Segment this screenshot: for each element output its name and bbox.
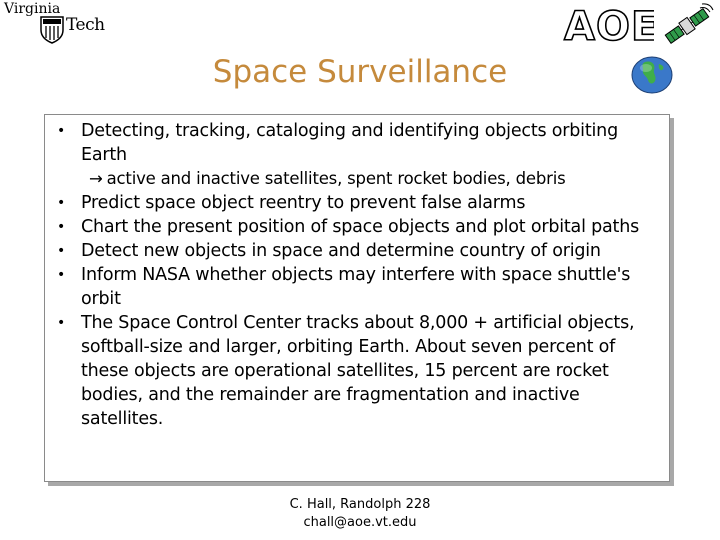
list-item xyxy=(55,239,661,263)
sub-bullet xyxy=(81,167,661,191)
vt-logo-word-virginia: Virginia xyxy=(4,1,61,17)
bullet-dot: • xyxy=(57,267,66,283)
list-item xyxy=(55,215,661,239)
list-item xyxy=(55,311,661,431)
shield-icon xyxy=(40,16,64,44)
bullet-text: Detecting, tracking, cataloging and identifying objects orbiting Earth xyxy=(81,121,618,165)
globe-icon xyxy=(629,54,675,94)
aoe-logo-text: AOE xyxy=(564,4,654,46)
bullet-dot: • xyxy=(57,315,66,331)
list-item xyxy=(55,263,661,311)
footer-author: C. Hall, Randolph 228 xyxy=(289,497,431,512)
list-item xyxy=(55,191,661,215)
bullet-text: Chart the present position of space objects and plot orbital paths xyxy=(81,217,640,237)
bullet-text: Predict space object reentry to prevent false alarms xyxy=(81,193,526,213)
bullet-text: The Space Control Center tracks about 8,000 + artificial objects, softball-size and larger, orbiting Earth. About seven percent of these objects are operational satellites, 15 percent are rocket bodies, and the remainder are fragmentation and inactive satellites. xyxy=(81,313,635,429)
bullet-list xyxy=(45,115,669,431)
sub-bullet-text: active and inactive satellites, spent rocket bodies, debris xyxy=(106,169,566,188)
right-arrow-icon: → xyxy=(89,169,103,188)
footer xyxy=(0,496,720,532)
bullet-text: Inform NASA whether objects may interfere with space shuttle's orbit xyxy=(81,265,631,309)
satellite-icon xyxy=(660,2,714,50)
vt-logo-word-tech: Tech xyxy=(66,15,105,35)
footer-email: chall@aoe.vt.edu xyxy=(303,515,417,530)
bullet-dot: • xyxy=(57,243,66,259)
page-title: Space Surveillance xyxy=(212,54,508,90)
virginia-tech-logo xyxy=(4,2,108,44)
aoe-logo xyxy=(562,2,654,46)
content-box xyxy=(44,114,670,482)
bullet-dot: • xyxy=(57,123,66,139)
bullet-dot: • xyxy=(57,219,66,235)
bullet-text: Detect new objects in space and determine country of origin xyxy=(81,241,601,261)
bullet-dot: • xyxy=(57,195,66,211)
list-item xyxy=(55,119,661,191)
